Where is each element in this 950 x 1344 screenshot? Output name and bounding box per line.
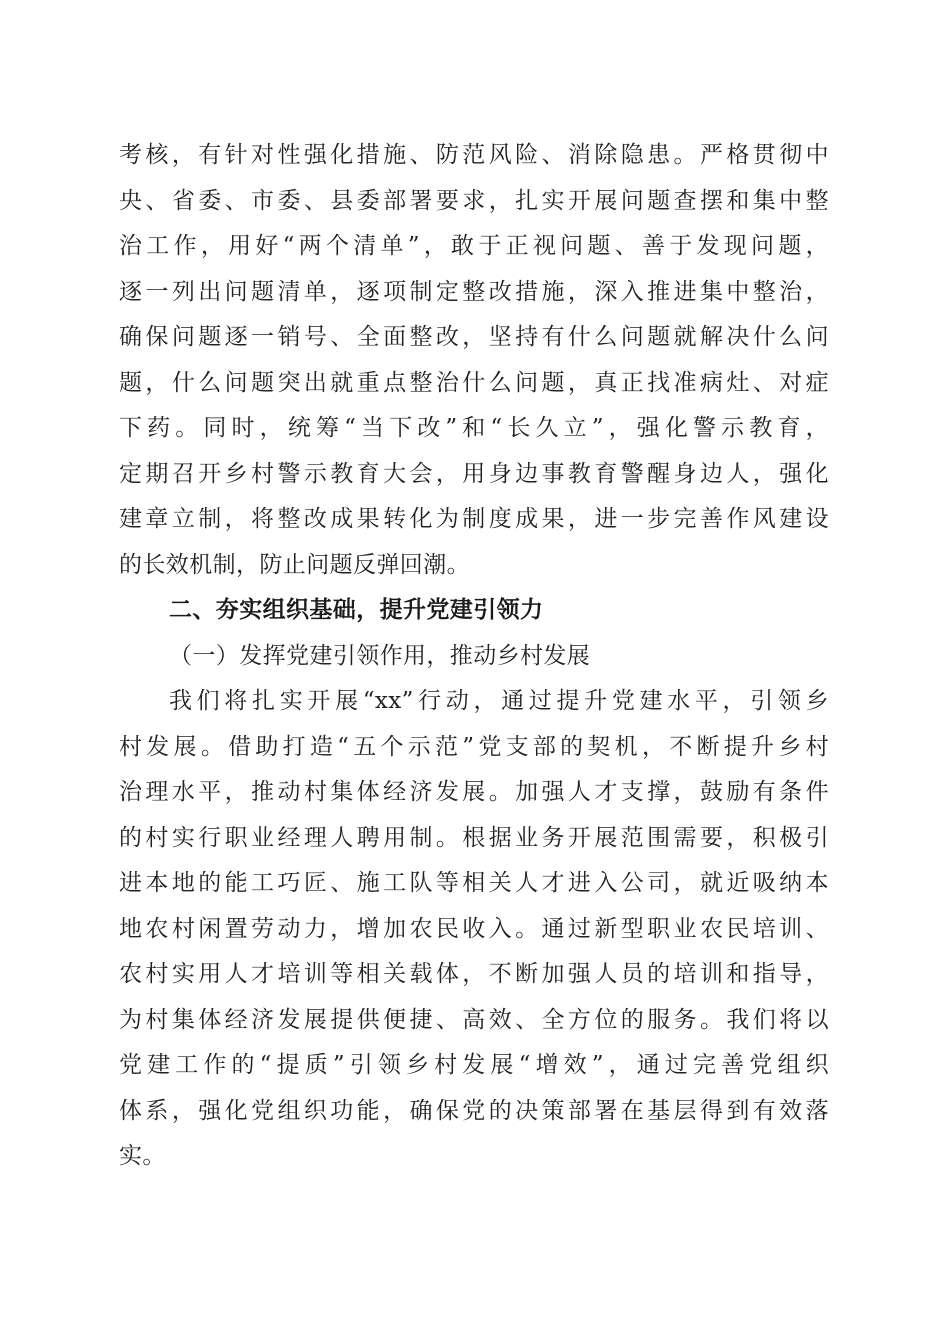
section-heading: 二、夯实组织基础，提升党建引领力: [169, 597, 544, 623]
paragraph-1: [119, 133, 829, 588]
text-line: 题，什么问题突出就重点整治什么问题，真正找准病灶、对症: [119, 369, 829, 396]
document-body: [119, 133, 829, 1180]
text-line: 为村集体经济发展提供便捷、高效、全方位的服务。我们将以: [119, 1006, 829, 1033]
text-line: 地农村闲置劳动力，增加农民收入。通过新型职业农民培训、: [119, 915, 829, 942]
text-line: 定期召开乡村警示教育大会，用身边事教育警醒身边人，强化: [119, 460, 829, 487]
text-line: 的长效机制，防止问题反弹回潮。: [119, 551, 470, 578]
text-line: 治工作，用好“两个清单”，敢于正视问题、善于发现问题，: [119, 233, 829, 259]
text-line: 进本地的能工巧匠、施工队等相关人才进入公司，就近吸纳本: [119, 870, 829, 896]
text-line: 体系，强化党组织功能，确保党的决策部署在基层得到有效落: [119, 1097, 829, 1124]
text-line: 治理水平，推动村集体经济发展。加强人才支撑，鼓励有条件: [119, 779, 829, 805]
text-line: 我们将扎实开展“xx”行动，通过提升党建水平，引领乡: [169, 688, 829, 714]
text-line: 建章立制，将整改成果转化为制度成果，进一步完善作风建设: [119, 506, 829, 532]
text-line: 的村实行职业经理人聘用制。根据业务开展范围需要，积极引: [119, 824, 829, 851]
text-line: 实。: [119, 1143, 166, 1169]
text-line: 央、省委、市委、县委部署要求，扎实开展问题查摆和集中整: [119, 187, 829, 214]
text-line: 农村实用人才培训等相关载体，不断加强人员的培训和指导，: [119, 961, 829, 987]
text-line: 考核，有针对性强化措施、防范风险、消除隐患。严格贯彻中: [119, 142, 829, 168]
text-line: 确保问题逐一销号、全面整改，坚持有什么问题就解决什么问: [119, 324, 829, 350]
text-line: 下药。同时，统筹“当下改”和“长久立”，强化警示教育，: [119, 415, 829, 441]
sub-heading: （一）发挥党建引领作用，推动乡村发展: [169, 642, 591, 669]
text-line: 逐一列出问题清单，逐项制定整改措施，深入推进集中整治，: [119, 278, 829, 305]
text-line: 党建工作的“提质”引领乡村发展“增效”，通过完善党组织: [119, 1052, 829, 1078]
paragraph-2: [119, 679, 829, 1180]
text-line: 村发展。借助打造“五个示范”党支部的契机，不断提升乡村: [119, 733, 829, 760]
